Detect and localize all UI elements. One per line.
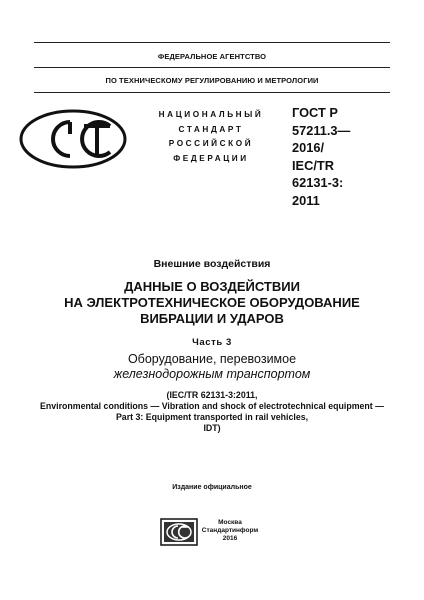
document-title [0, 279, 424, 327]
standard-line4: ФЕДЕРАЦИИ [173, 153, 249, 163]
gost-line5: 62131-3: [292, 175, 344, 190]
publisher-info [200, 519, 260, 543]
iec-reference [0, 390, 424, 434]
agency-name-line2: ПО ТЕХНИЧЕСКОМУ РЕГУЛИРОВАНИЮ И МЕТРОЛОГИИ [105, 76, 319, 85]
publisher-logo-icon [160, 518, 198, 546]
publisher-city: Москва [218, 519, 242, 526]
top-divider [34, 42, 390, 43]
middle-divider [34, 67, 390, 68]
document-category: Внешние воздействия [153, 258, 271, 270]
agency-name-line1: ФЕДЕРАЛЬНОЕ АГЕНТСТВО [157, 52, 267, 61]
gost-number-block [292, 104, 392, 209]
title-line1: ДАННЫЕ О ВОЗДЕЙСТВИИ [124, 279, 300, 294]
gost-line1: ГОСТ Р [292, 105, 338, 120]
title-line3: ВИБРАЦИИ И УДАРОВ [140, 311, 284, 326]
standard-type-block [146, 108, 276, 166]
part-title-line1: Оборудование, перевозимое [127, 352, 297, 366]
gost-line2: 57211.3— [292, 122, 351, 138]
title-line2: НА ЭЛЕКТРОТЕХНИЧЕСКОЕ ОБОРУДОВАНИЕ [64, 295, 360, 310]
iec-line4: IDT) [203, 423, 221, 433]
part-label: Часть 3 [192, 337, 232, 348]
bottom-divider [34, 92, 390, 93]
standard-line1: НАЦИОНАЛЬНЫЙ [158, 110, 264, 119]
gost-line6: 2011 [292, 192, 320, 208]
gost-line3: 2016/ [292, 140, 325, 155]
rst-logo-icon [18, 108, 128, 170]
part-title-line2: железнодорожным транспортом [113, 367, 311, 381]
iec-line1: (IEC/TR 62131-3:2011, [166, 390, 258, 400]
standard-line2: СТАНДАРТ [178, 124, 244, 134]
edition-note: Издание официальное [172, 484, 252, 491]
iec-line2: Environmental conditions — Vibration and shock of electrotechnical equipment — [40, 401, 384, 411]
iec-line3: Part 3: Equipment transported in rail vehicles, [115, 412, 309, 422]
publisher-year: 2016 [222, 535, 238, 542]
part-title [0, 352, 424, 382]
standard-line3: РОССИЙСКОЙ [168, 139, 254, 148]
gost-line4: IEC/TR [292, 157, 334, 173]
publisher-name: Стандартинформ [201, 527, 259, 534]
